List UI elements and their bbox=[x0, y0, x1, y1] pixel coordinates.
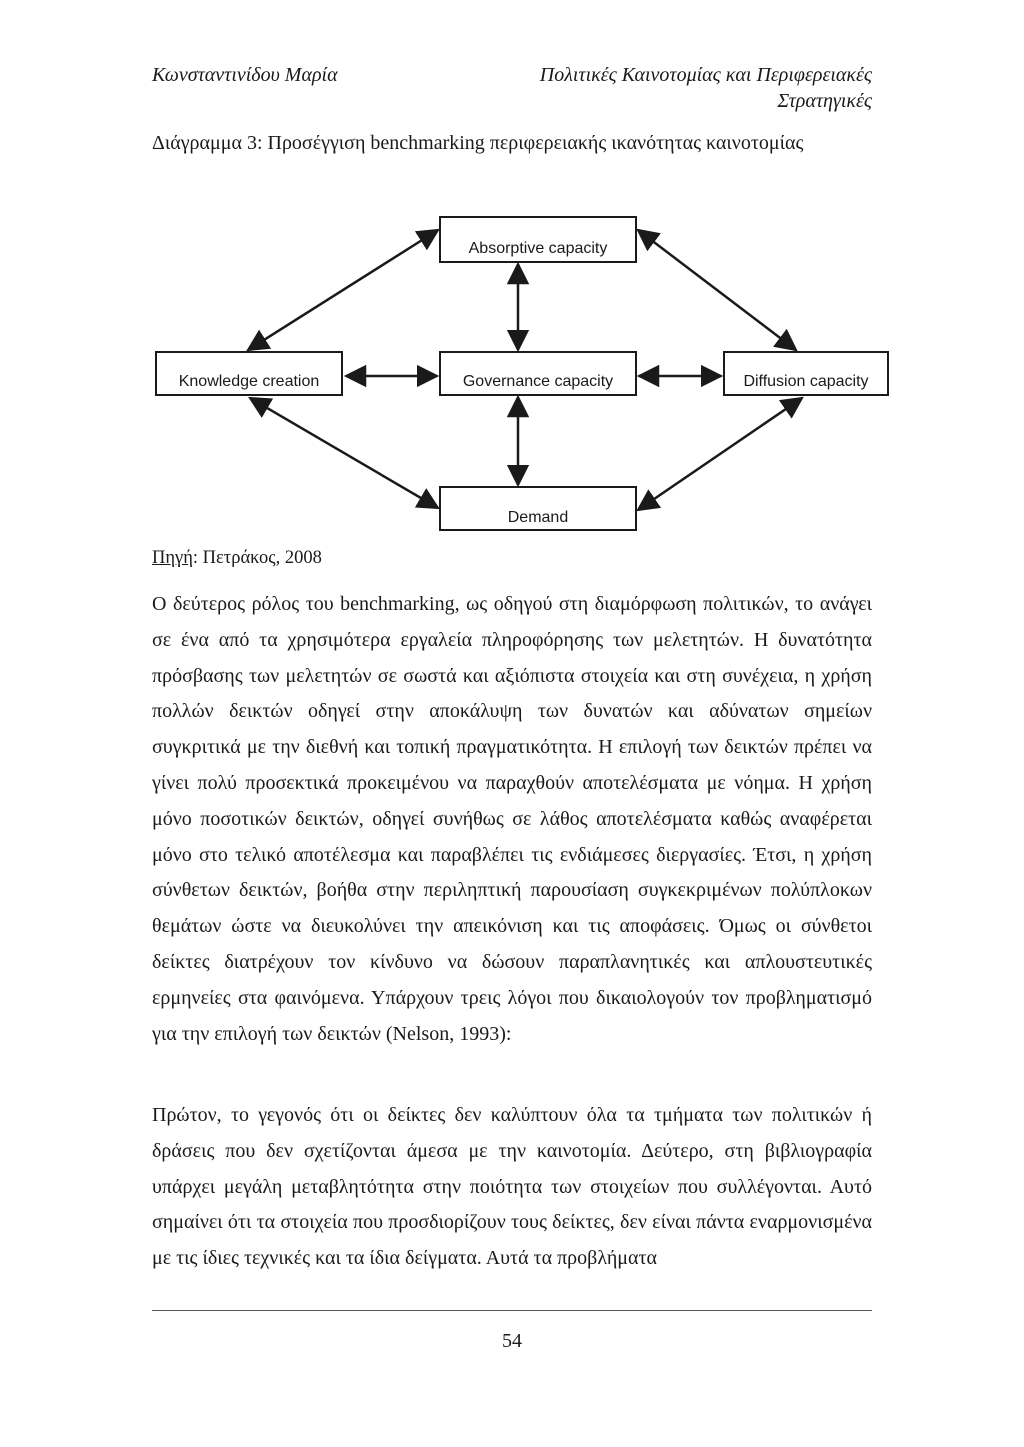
diagram-source bbox=[152, 548, 322, 569]
header-title bbox=[512, 62, 872, 114]
arrow-diffusion-demand bbox=[638, 398, 802, 510]
governance-capacity-label: Governance capacity bbox=[462, 373, 614, 390]
header-title-line2: Στρατηγικές bbox=[777, 90, 872, 112]
knowledge-creation-box bbox=[156, 352, 342, 395]
source-text: : Πετράκος, 2008 bbox=[192, 548, 322, 568]
benchmarking-diagram bbox=[140, 200, 900, 540]
body-paragraph: Πρώτον, το γεγονός ότι οι δείκτες δεν καλύπτουν όλα τα τμήματα των πολιτικών ή δράσεις που δεν σχετίζονται άμεσα με την καινοτομία. Δεύτερο, στη βιβλιογραφία υπάρχει μεγάλη μεταβλητότητα στην ποιότητα των στοιχείων που συλλέγονται. Αυτό σημαίνει ότι τα στοιχεία που προσδιορίζουν τους δείκτες, δεν είναι πάντα εναρμονισμένα με τις ίδιες τεχνικές και τα ίδια δείγματα. Αυτά τα προβλήματα bbox=[152, 1104, 872, 1270]
footer-divider bbox=[152, 1310, 872, 1311]
header-title-line1: Πολιτικές Καινοτομίας και Περιφερειακές bbox=[539, 64, 872, 86]
diagram-caption: Διάγραμμα 3: Προσέγγιση benchmarking περιφερειακής ικανότητας καινοτομίας bbox=[152, 132, 804, 154]
knowledge-creation-label: Knowledge creation bbox=[178, 373, 320, 390]
header-author: Κωνσταντινίδου Μαρία bbox=[152, 64, 338, 86]
absorptive-capacity-box bbox=[440, 217, 636, 262]
demand-box bbox=[440, 487, 636, 530]
diffusion-capacity-box bbox=[724, 352, 888, 395]
page-number: 54 bbox=[502, 1330, 522, 1352]
governance-capacity-box bbox=[440, 352, 636, 395]
source-label: Πηγή bbox=[152, 548, 193, 568]
arrow-knowledge-demand bbox=[250, 398, 438, 508]
diffusion-capacity-label: Diffusion capacity bbox=[743, 373, 869, 390]
arrow-absorptive-diffusion bbox=[638, 230, 796, 350]
arrow-knowledge-absorptive bbox=[248, 230, 438, 350]
absorptive-capacity-label: Absorptive capacity bbox=[468, 240, 608, 257]
demand-label: Demand bbox=[507, 509, 569, 526]
body-paragraph: Ο δεύτερος ρόλος του benchmarking, ως οδηγού στη διαμόρφωση πολιτικών, το ανάγει σε ένα από τα χρησιμότερα εργαλεία πληροφόρησης των μελετητών. Η δυνατότητα πρόσβασης των μελετητών σε σωστά και αξιόπιστα στοιχεία και στη συνέχεια, η χρήση πολλών δεικτών οδηγεί στην αποκάλυψη των δυνατών και αδύνατων σημείων συγκριτικά με την διεθνή και τοπική πραγματικότητα. Η επιλογή των δεικτών πρέπει να γίνει πολύ προσεκτικά προκειμένου να παραχθούν αποτελέσματα με νόημα. Η χρήση μόνο ποσοτικών δεικτών, οδηγεί συνήθως σε λάθος αποτελέσματα καθώς αναφέρεται μόνο στο τελικό αποτέλεσμα και παραβλέπει τις ενδιάμεσες διεργασίες. Έτσι, η χρήση σύνθετων δεικτών, βοήθα στην περιληπτική παρουσίαση συγκεκριμένων πολύπλοκων θεμάτων ώστε να διευκολύνει την απεικόνιση και τις αποφάσεις. Όμως οι σύνθετοι δείκτες διατρέχουν τον κίνδυνο να δώσουν παραπλανητικές και απλουστευτικές ερμηνείες στα φαινόμενα. Υπάρχουν τρεις λόγοι που δικαιολογούν τον προβληματισμό για την επιλογή των δεικτών (Nelson, 1993): bbox=[152, 593, 872, 1045]
